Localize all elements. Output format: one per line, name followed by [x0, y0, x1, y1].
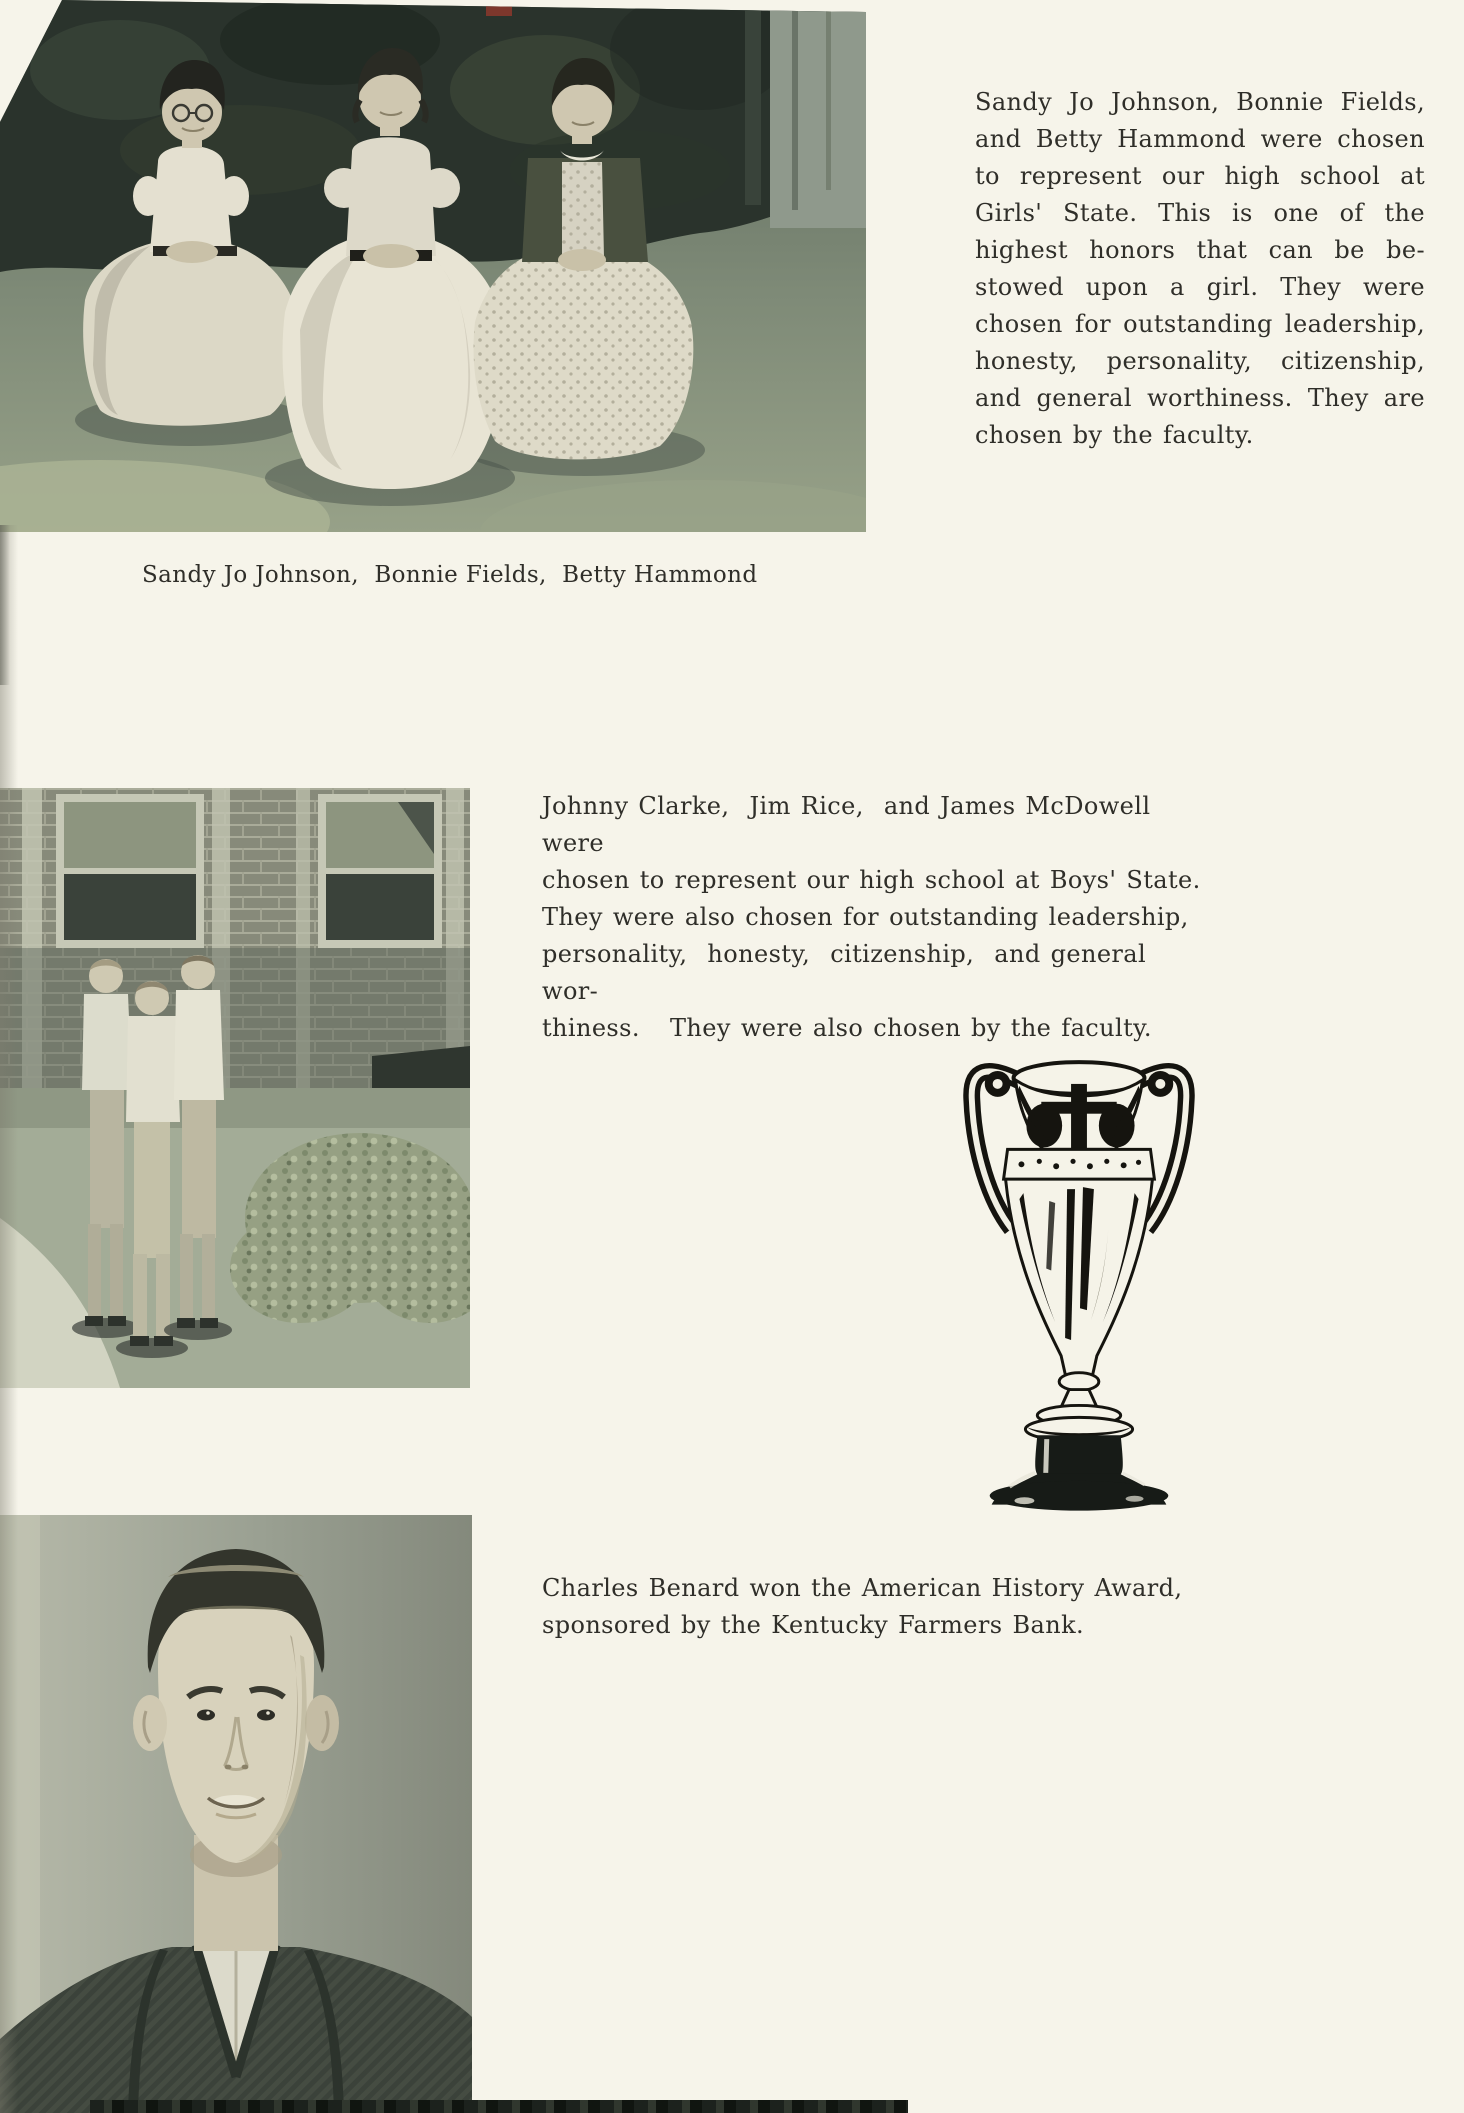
paragraph-line: chosen for outstanding leadership,: [975, 310, 1425, 338]
boys-state-photo: [0, 788, 470, 1388]
paragraph-line: Charles Benard won the American History Award,: [542, 1574, 1183, 1602]
paragraph-line: and general worthiness. They are: [975, 384, 1425, 412]
paragraph-line: Johnny Clarke, Jim Rice, and James McDowell were: [542, 792, 1161, 857]
history-award-paragraph: [542, 1570, 1204, 1644]
loving-cup-trophy-icon: [950, 1022, 1208, 1514]
scan-edge-strip: [90, 2100, 908, 2113]
paragraph-line: chosen by the faculty.: [975, 421, 1254, 449]
window-left: [56, 794, 204, 948]
paragraph-line: stowed upon a girl. They were: [975, 273, 1425, 301]
trophy-illustration: [950, 1022, 1208, 1514]
paragraph-line: honesty, personality, citizenship,: [975, 347, 1425, 375]
paragraph-line: Sandy Jo Johnson, Bonnie Fields,: [975, 88, 1425, 116]
paragraph-line: and Betty Hammond were chosen: [975, 125, 1425, 153]
paragraph-line: to represent our high school at: [975, 162, 1425, 190]
girls-state-photo: [0, 0, 866, 532]
paragraph-line: Girls' State. This is one of the: [975, 199, 1425, 227]
boys-photo-art: [0, 788, 470, 1388]
girls-state-paragraph: [975, 84, 1425, 454]
paragraph-line: chosen to represent our high school at Boys' State.: [542, 866, 1201, 894]
paragraph-line: highest honors that can be be-: [975, 236, 1425, 264]
paragraph-line: personality, honesty, citizenship, and general wor-: [542, 940, 1157, 1005]
charles-benard-portrait-photo: [0, 1515, 472, 2113]
portrait-photo-art: [0, 1515, 472, 2113]
paragraph-line: sponsored by the Kentucky Farmers Bank.: [542, 1611, 1085, 1639]
boys-state-paragraph: [542, 788, 1204, 1047]
paragraph-line: They were also chosen for outstanding leadership,: [542, 903, 1189, 931]
window-right: [318, 794, 442, 948]
paragraph-line: thiness. They were also chosen by the faculty.: [542, 1014, 1152, 1042]
page-gutter-shadow: [0, 525, 18, 2113]
girls-state-caption: Sandy Jo Johnson, Bonnie Fields, Betty Hammond: [142, 562, 758, 588]
girls-photo-art: [0, 0, 866, 532]
page-gutter-curve: [0, 525, 10, 685]
